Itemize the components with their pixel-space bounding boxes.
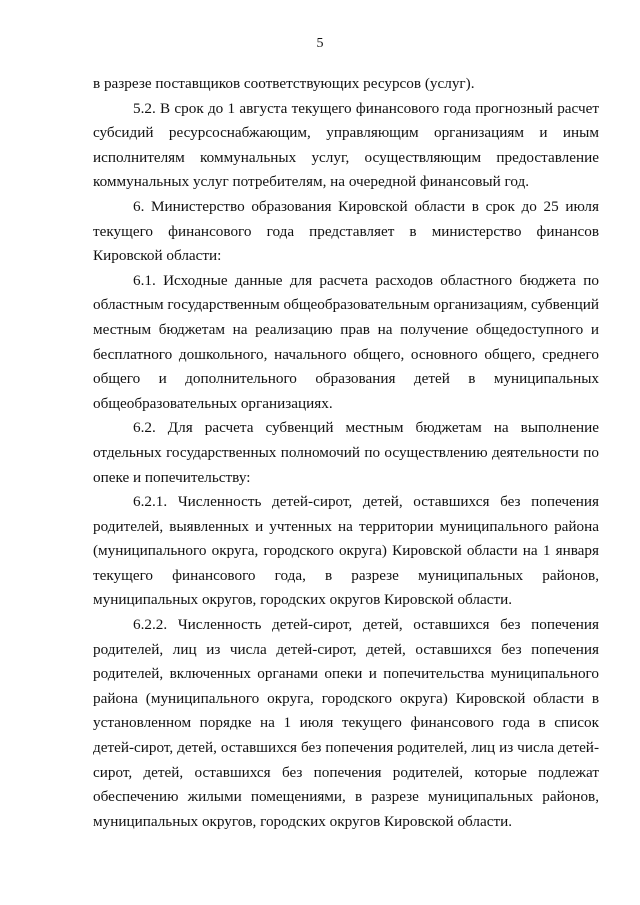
paragraph-6: 6. Министерство образования Кировской области в срок до 25 июля текущего финансового года представляет в министерство финансов Кировской области: (93, 197, 599, 265)
paragraph-continuation: в разрезе поставщиков соответствующих ресурсов (услуг). (93, 75, 475, 92)
paragraph-6-2-1: 6.2.1. Численность детей-сирот, детей, оставшихся без попечения родителей, выявленных и учтенных на территории муниципального района (муниципального округа, городского округа) Кировской области на 1 января текущего финансового года, в разрезе муниципальных районов, муниципальных округов, городских округов Кировской области. (93, 493, 599, 609)
paragraph-6-2: 6.2. Для расчета субвенций местным бюджетам на выполнение отдельных государственных полномочий по осуществлению деятельности по опеке и попечительству: (93, 419, 599, 486)
paragraph-5-2: 5.2. В срок до 1 августа текущего финансового года прогнозный расчет субсидий ресурсоснабжающим, управляющим организациям и иным исполнителям коммунальных услуг, осуществляющим предоставление коммунальных услуг потребителям, на очередной финансовый год. (93, 99, 599, 191)
document-body (93, 72, 599, 834)
paragraph-6-1: 6.1. Исходные данные для расчета расходов областного бюджета по областным государственным общеобразовательным организациям, субвенций местным бюджетам на реализацию прав на получение общедоступного и бесплатного дошкольного, начального общего, основного общего, среднего общего и дополнительного образования детей в муниципальных общеобразовательных организациях. (93, 271, 599, 412)
page-number: 5 (316, 36, 324, 51)
paragraph-6-2-2: 6.2.2. Численность детей-сирот, детей, оставшихся без попечения родителей, лиц из числа детей-сирот, детей, оставшихся без попечения родителей, включенных органами опеки и попечительства муниципального района (муниципального округа, городского округа) Кировской области в установленном порядке на 1 июля текущего финансового года в список детей-сирот, детей, оставшихся без попечения родителей, лиц из числа детей-сирот, детей, оставшихся без попечения родителей, которые подлежат обеспечению жилыми помещениями, в разрезе муниципальных районов, муниципальных округов, городских округов Кировской области. (93, 616, 599, 830)
